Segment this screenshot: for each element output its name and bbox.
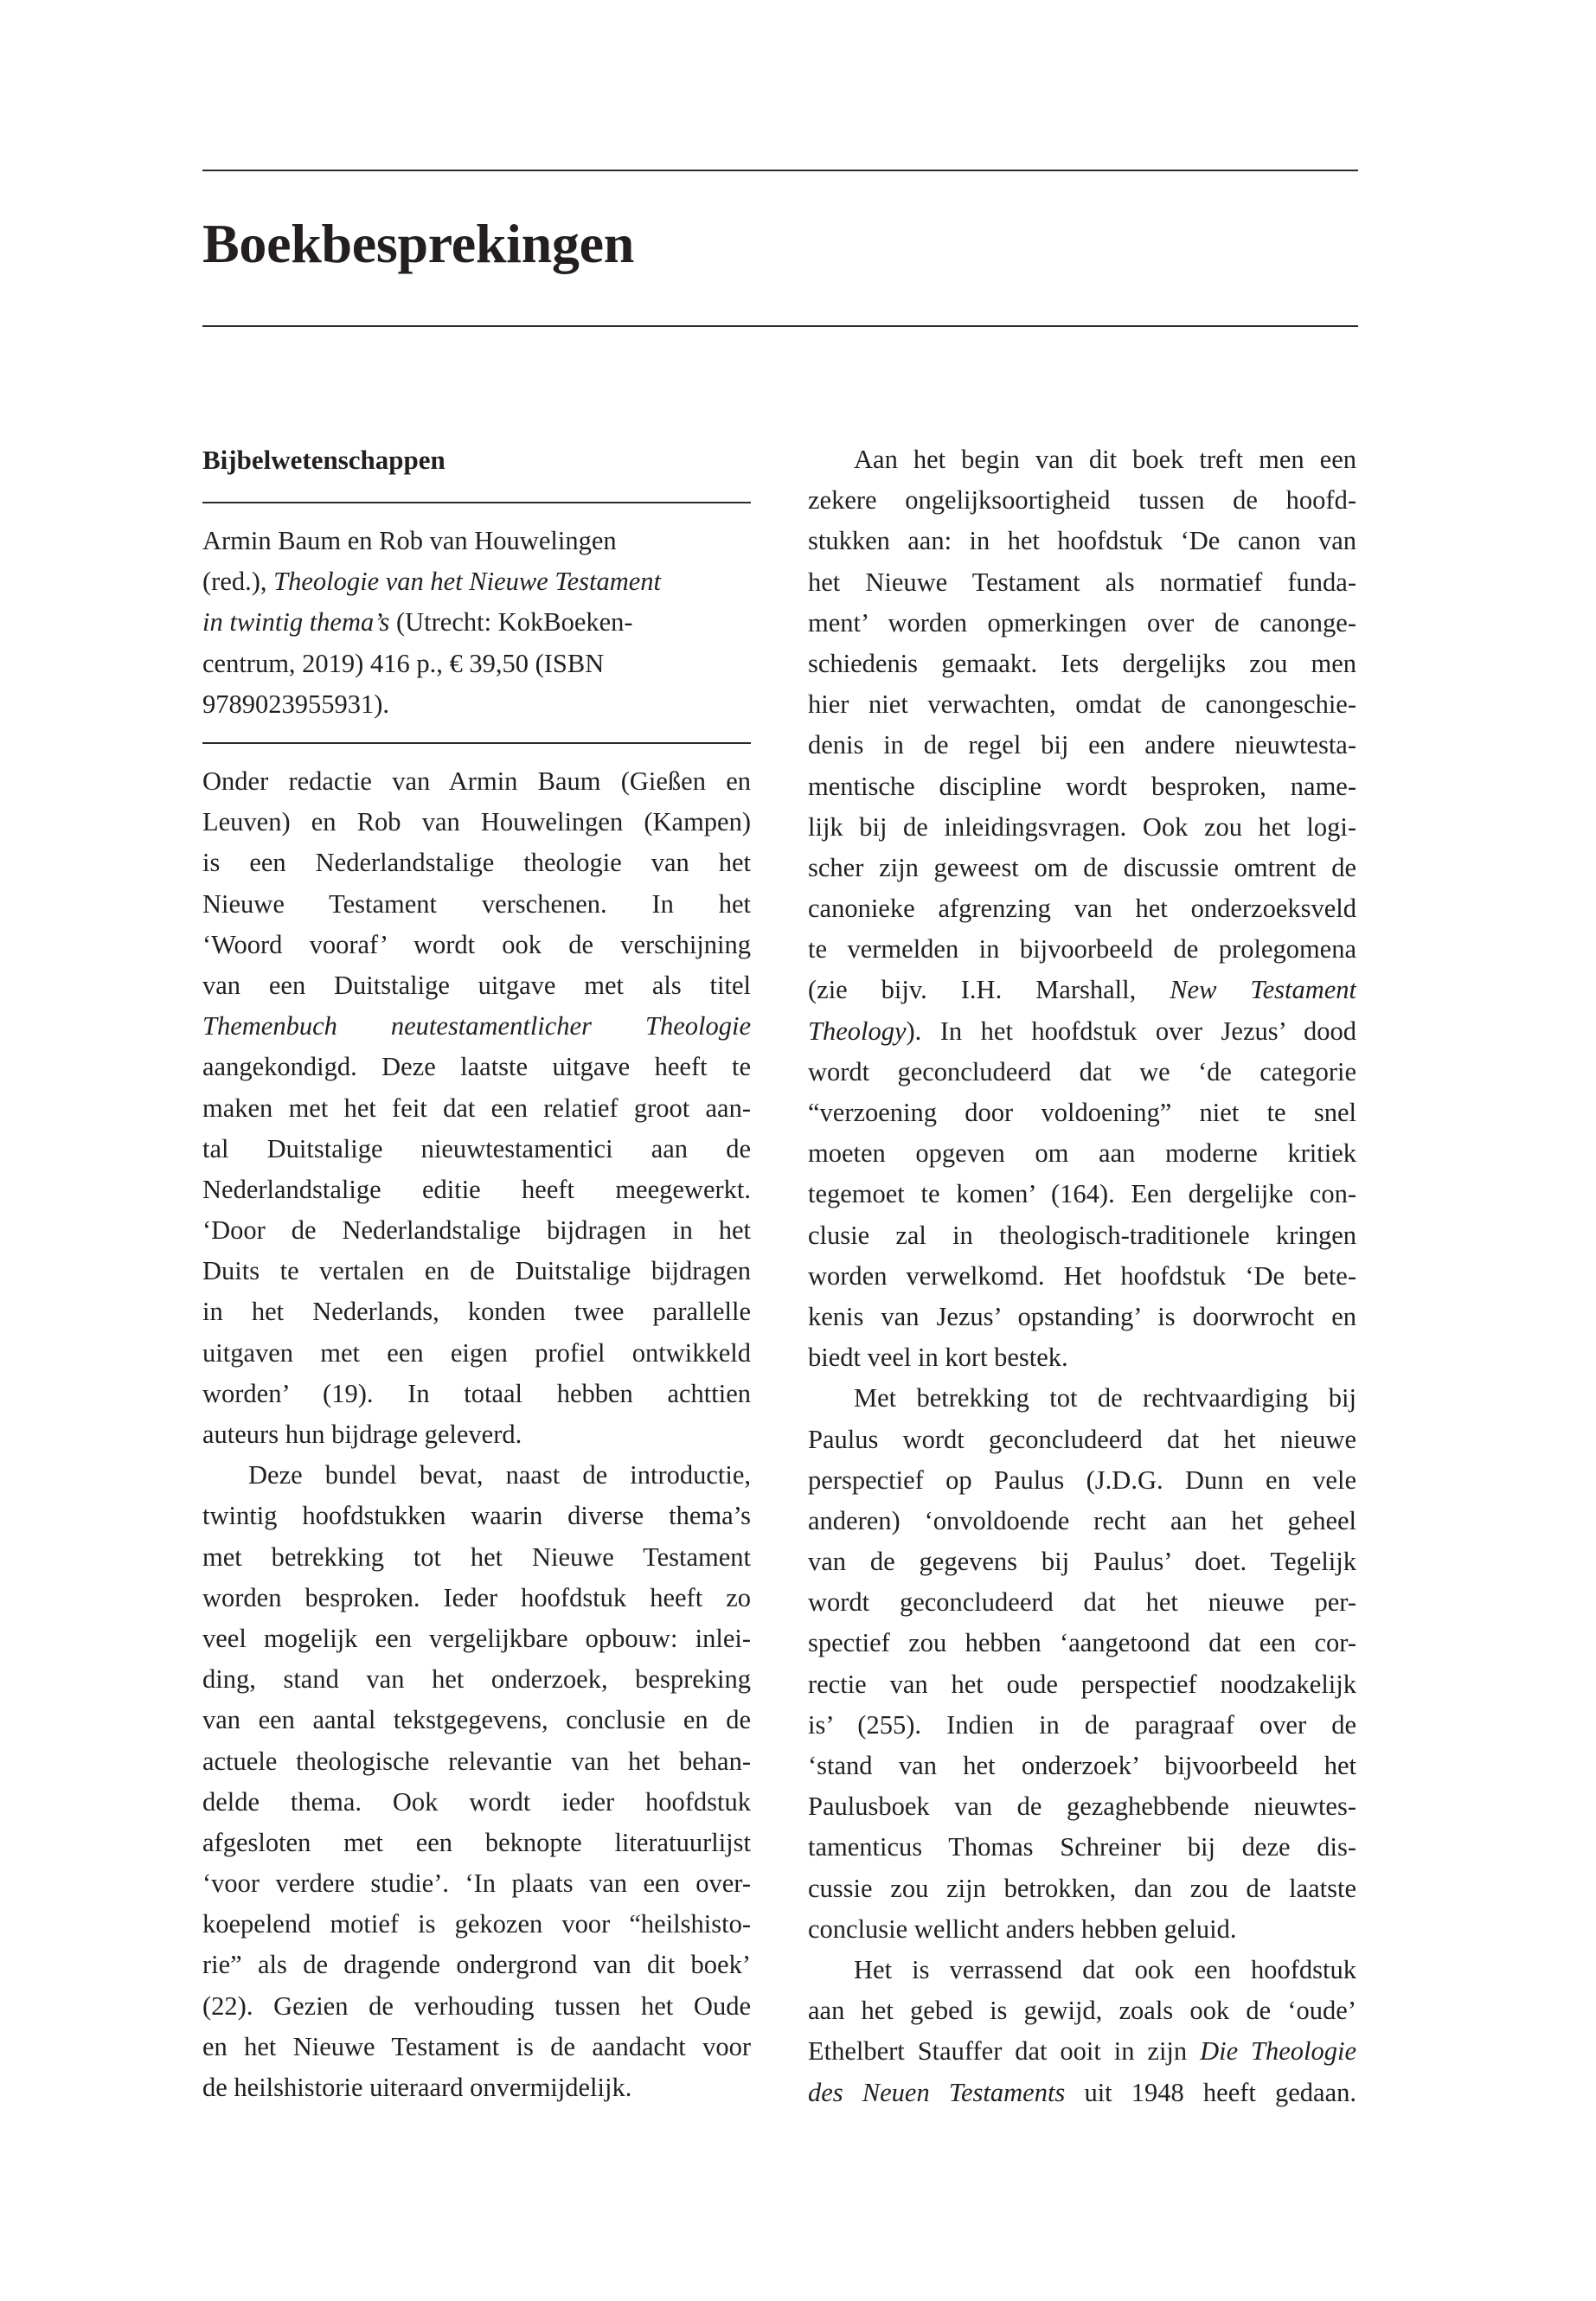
text-segment: (Utrecht: KokBoeken- <box>389 607 633 638</box>
text-line <box>808 888 1356 929</box>
text-line <box>808 1786 1356 1827</box>
text-line <box>808 970 1356 1010</box>
text-segment: Ethelbert Stauffer dat ooit in zijn <box>808 2036 1201 2067</box>
text-line <box>202 1170 751 1210</box>
title-bottom-rule <box>202 325 1358 327</box>
text-segment: “verzoening door voldoening” niet te snel <box>808 1098 1356 1127</box>
text-segment: de heilshistorie uiteraard onvermijdelijk. <box>202 2073 632 2102</box>
text-line <box>808 1664 1356 1705</box>
italic-title: Die Theologie <box>1200 2036 1356 2067</box>
text-line <box>202 1047 751 1087</box>
text-segment: Met betrekking tot de rechtvaardiging bij <box>854 1383 1356 1413</box>
text-line <box>808 1052 1356 1093</box>
text-segment: lijk bij de inleidingsvragen. Ook zou het logi- <box>808 811 1356 842</box>
text-line <box>808 1541 1356 1582</box>
text-line <box>808 1990 1356 2031</box>
text-segment: Onder redactie van Armin Baum (Gießen en <box>202 766 751 796</box>
text-segment: Het is verrassend dat ook een hoofdstuk <box>854 1954 1356 1984</box>
book-citation <box>202 521 751 725</box>
text-segment: wordt geconcludeerd dat het nieuwe per- <box>808 1587 1356 1618</box>
text-line <box>202 1496 751 1536</box>
text-line <box>808 1827 1356 1868</box>
text-line <box>202 684 751 725</box>
text-line <box>808 1256 1356 1297</box>
text-segment: Duits te vertalen en de Duitstalige bijdragen <box>202 1256 751 1286</box>
text-segment: met betrekking tot het Nieuwe Testament <box>202 1541 751 1572</box>
text-line <box>202 521 751 561</box>
text-line <box>202 1088 751 1129</box>
text-line <box>202 1251 751 1292</box>
text-line <box>808 1378 1356 1419</box>
text-line <box>808 1133 1356 1174</box>
text-segment: auteurs hun bijdrage geleverd. <box>202 1420 522 1449</box>
text-line <box>202 1455 751 1496</box>
text-segment: worden besproken. Ieder hoofdstuk heeft zo <box>202 1582 751 1612</box>
text-segment: ‘stand van het onderzoek’ bijvoorbeeld het <box>808 1751 1356 1780</box>
text-line <box>808 1093 1356 1133</box>
text-segment: Armin Baum en Rob van Houwelingen <box>202 526 617 555</box>
text-line <box>202 802 751 843</box>
citation-rule <box>202 742 751 744</box>
text-line <box>202 761 751 802</box>
text-segment: worden verwelkomd. Het hoofdstuk ‘De bete- <box>808 1260 1356 1291</box>
text-segment: scher zijn geweest om de discussie omtrent de <box>808 852 1356 882</box>
text-segment: aangekondigd. Deze laatste uitgave heeft te <box>202 1052 751 1082</box>
text-line <box>202 1210 751 1251</box>
text-segment: tal Duitstalige nieuwtestamentici aan de <box>202 1133 751 1163</box>
text-segment: hier niet verwachten, omdat de canongeschie- <box>808 689 1356 720</box>
text-segment: uit 1948 heeft gedaan. <box>1065 2077 1356 2107</box>
text-line <box>202 1659 751 1700</box>
text-line <box>808 1746 1356 1786</box>
text-segment: denis in de regel bij een andere nieuwtesta- <box>808 730 1356 760</box>
text-segment: van een aantal tekstgegevens, conclusie en de <box>202 1705 751 1735</box>
text-segment: zekere ongelijksoortigheid tussen de hoofd- <box>808 485 1356 516</box>
text-line <box>202 1986 751 2027</box>
text-segment: tegemoet te komen’ (164). Een dergelijke con- <box>808 1179 1356 1209</box>
text-segment: (red.), <box>202 567 274 597</box>
text-segment: rie” als de dragende ondergrond van dit boek’ <box>202 1950 751 1980</box>
text-line <box>202 965 751 1006</box>
text-line <box>202 843 751 883</box>
text-line <box>808 725 1356 766</box>
text-segment: te vermelden in bijvoorbeeld de prolegomena <box>808 934 1356 965</box>
right-column-text <box>808 439 1356 2113</box>
text-line <box>808 562 1356 603</box>
text-line <box>808 807 1356 848</box>
text-segment: moeten opgeven om aan moderne kritiek <box>808 1138 1356 1169</box>
text-line <box>808 1501 1356 1541</box>
text-line <box>808 684 1356 725</box>
section-rule <box>202 502 751 503</box>
text-line <box>808 1337 1356 1378</box>
text-segment: twintig hoofdstukken waarin diverse thema’s <box>202 1501 751 1531</box>
text-segment: Nederlandstalige editie heeft meegewerkt. <box>202 1174 751 1204</box>
text-segment: centrum, 2019) 416 p., € 39,50 (ISBN <box>202 648 605 678</box>
text-line <box>808 1460 1356 1501</box>
text-segment: tamenticus Thomas Schreiner bij deze dis- <box>808 1832 1356 1862</box>
text-segment: van een Duitstalige uitgave met als titel <box>202 970 751 1000</box>
text-segment: worden’ (19). In totaal hebben achttien <box>202 1378 751 1408</box>
italic-title: Theologie van het Nieuwe Testament <box>273 567 661 597</box>
italic-title: in twintig thema’s <box>202 607 390 638</box>
text-line <box>202 884 751 925</box>
text-segment: en het Nieuwe Testament is de aandacht voor <box>202 2031 751 2061</box>
text-line <box>808 480 1356 521</box>
text-segment: maken met het feit dat een relatief groot aan- <box>202 1093 751 1123</box>
text-line <box>202 644 751 684</box>
text-line <box>808 603 1356 644</box>
text-segment: delde thema. Ook wordt ieder hoofdstuk <box>202 1786 751 1817</box>
text-segment: het Nieuwe Testament als normatief funda- <box>808 567 1356 597</box>
text-segment: rectie van het oude perspectief noodzakelijk <box>808 1669 1356 1699</box>
italic-title: Themenbuch neutestamentlicher Theologie <box>202 1011 751 1042</box>
text-line <box>808 2031 1356 2072</box>
text-line <box>808 1420 1356 1460</box>
text-line <box>202 925 751 965</box>
text-segment: perspectief op Paulus (J.D.G. Dunn en vele <box>808 1465 1356 1495</box>
text-line <box>808 1950 1356 1990</box>
text-line <box>202 1863 751 1904</box>
text-segment: is’ (255). Indien in de paragraaf over de <box>808 1709 1356 1740</box>
text-segment: koepelend motief is gekozen voor “heilshisto- <box>202 1909 751 1939</box>
text-segment: (22). Gezien de verhouding tussen het Oude <box>202 1990 751 2021</box>
text-line <box>202 1741 751 1782</box>
text-segment: is een Nederlandstalige theologie van het <box>202 848 751 878</box>
text-line <box>202 1782 751 1823</box>
text-line <box>202 1414 751 1455</box>
text-line <box>808 929 1356 970</box>
text-segment: Paulusboek van de gezaghebbende nieuwtes- <box>808 1791 1356 1822</box>
text-segment: 9789023955931). <box>202 689 390 719</box>
text-line <box>808 1623 1356 1663</box>
text-segment: biedt veel in kort bestek. <box>808 1343 1068 1373</box>
italic-title: New Testament <box>1170 975 1356 1005</box>
text-line <box>202 1945 751 1985</box>
text-segment: ment’ worden opmerkingen over de canonge- <box>808 607 1356 638</box>
left-column-text <box>202 761 751 2108</box>
text-segment: in het Nederlands, konden twee parallelle <box>202 1297 751 1327</box>
text-line <box>202 1904 751 1945</box>
text-line <box>202 602 751 643</box>
text-segment: ‘voor verdere studie’. ‘In plaats van een over- <box>202 1868 751 1899</box>
text-segment: actuele theologische relevantie van het behan- <box>202 1746 751 1776</box>
italic-title: des Neuen Testaments <box>808 2077 1066 2107</box>
text-segment: ‘Woord vooraf’ wordt ook de verschijning <box>202 929 751 959</box>
text-line <box>808 1297 1356 1337</box>
text-segment: kenis van Jezus’ opstanding’ is doorwrocht en <box>808 1301 1356 1331</box>
top-rule <box>202 170 1358 171</box>
text-segment: ). In het hoofdstuk over Jezus’ dood <box>906 1016 1356 1046</box>
text-segment: spectief zou hebben ‘aangetoond dat een cor- <box>808 1628 1356 1658</box>
text-line <box>808 439 1356 480</box>
text-line <box>202 1006 751 1047</box>
text-line <box>808 1174 1356 1215</box>
text-segment: clusie zal in theologisch-traditionele kringen <box>808 1220 1356 1250</box>
text-line <box>202 1374 751 1414</box>
text-line <box>202 561 751 602</box>
section-heading: Bijbelwetenschappen <box>202 445 445 475</box>
text-line <box>202 1292 751 1332</box>
text-segment: anderen) ‘onvoldoende recht aan het geheel <box>808 1505 1356 1535</box>
text-line <box>808 521 1356 561</box>
text-segment: Nieuwe Testament verschenen. In het <box>202 888 751 919</box>
text-segment: (zie bijv. I.H. Marshall, <box>808 975 1170 1005</box>
text-segment: afgesloten met een beknopte literatuurlijst <box>202 1827 751 1857</box>
text-line <box>808 766 1356 807</box>
text-line <box>202 1129 751 1170</box>
text-segment: conclusie wellicht anders hebben geluid. <box>808 1913 1237 1944</box>
page-title: Boekbesprekingen <box>202 213 635 274</box>
text-line <box>202 1823 751 1863</box>
text-segment: mentische discipline wordt besproken, name- <box>808 771 1356 801</box>
text-segment: Aan het begin van dit boek treft men een <box>854 445 1356 474</box>
text-line <box>808 1909 1356 1950</box>
text-line <box>202 1700 751 1740</box>
text-segment: stukken aan: in het hoofdstuk ‘De canon van <box>808 526 1356 556</box>
text-line <box>202 1578 751 1618</box>
text-segment: uitgaven met een eigen profiel ontwikkeld <box>202 1337 751 1368</box>
text-line <box>202 1537 751 1578</box>
text-line <box>808 1011 1356 1052</box>
text-segment: ding, stand van het onderzoek, bespreking <box>202 1664 751 1695</box>
text-line <box>808 1705 1356 1746</box>
text-line <box>202 1618 751 1659</box>
text-segment: ‘Door de Nederlandstalige bijdragen in het <box>202 1215 751 1246</box>
text-line <box>808 848 1356 888</box>
text-segment: Deze bundel bevat, naast de introductie, <box>248 1460 751 1490</box>
text-segment: schiedenis gemaakt. Iets dergelijks zou men <box>808 648 1356 678</box>
text-line <box>808 1215 1356 1256</box>
text-segment: wordt geconcludeerd dat we ‘de categorie <box>808 1056 1356 1086</box>
text-line <box>808 1582 1356 1623</box>
text-segment: cussie zou zijn betrokken, dan zou de laatste <box>808 1873 1356 1903</box>
text-segment: Paulus wordt geconcludeerd dat het nieuwe <box>808 1424 1356 1454</box>
text-segment: canonieke afgrenzing van het onderzoeksveld <box>808 894 1356 924</box>
text-segment: veel mogelijk een vergelijkbare opbouw: inlei- <box>202 1623 751 1653</box>
text-segment: van de gegevens bij Paulus’ doet. Tegelijk <box>808 1547 1356 1577</box>
text-line <box>808 644 1356 684</box>
text-line <box>202 2027 751 2067</box>
text-line <box>202 1333 751 1374</box>
text-line <box>808 2073 1356 2113</box>
text-line <box>808 1868 1356 1909</box>
text-line <box>202 2067 751 2108</box>
italic-title: Theology <box>808 1016 907 1046</box>
text-segment: aan het gebed is gewijd, zoals ook de ‘oude’ <box>808 1996 1356 2026</box>
text-segment: Leuven) en Rob van Houwelingen (Kampen) <box>202 807 751 837</box>
